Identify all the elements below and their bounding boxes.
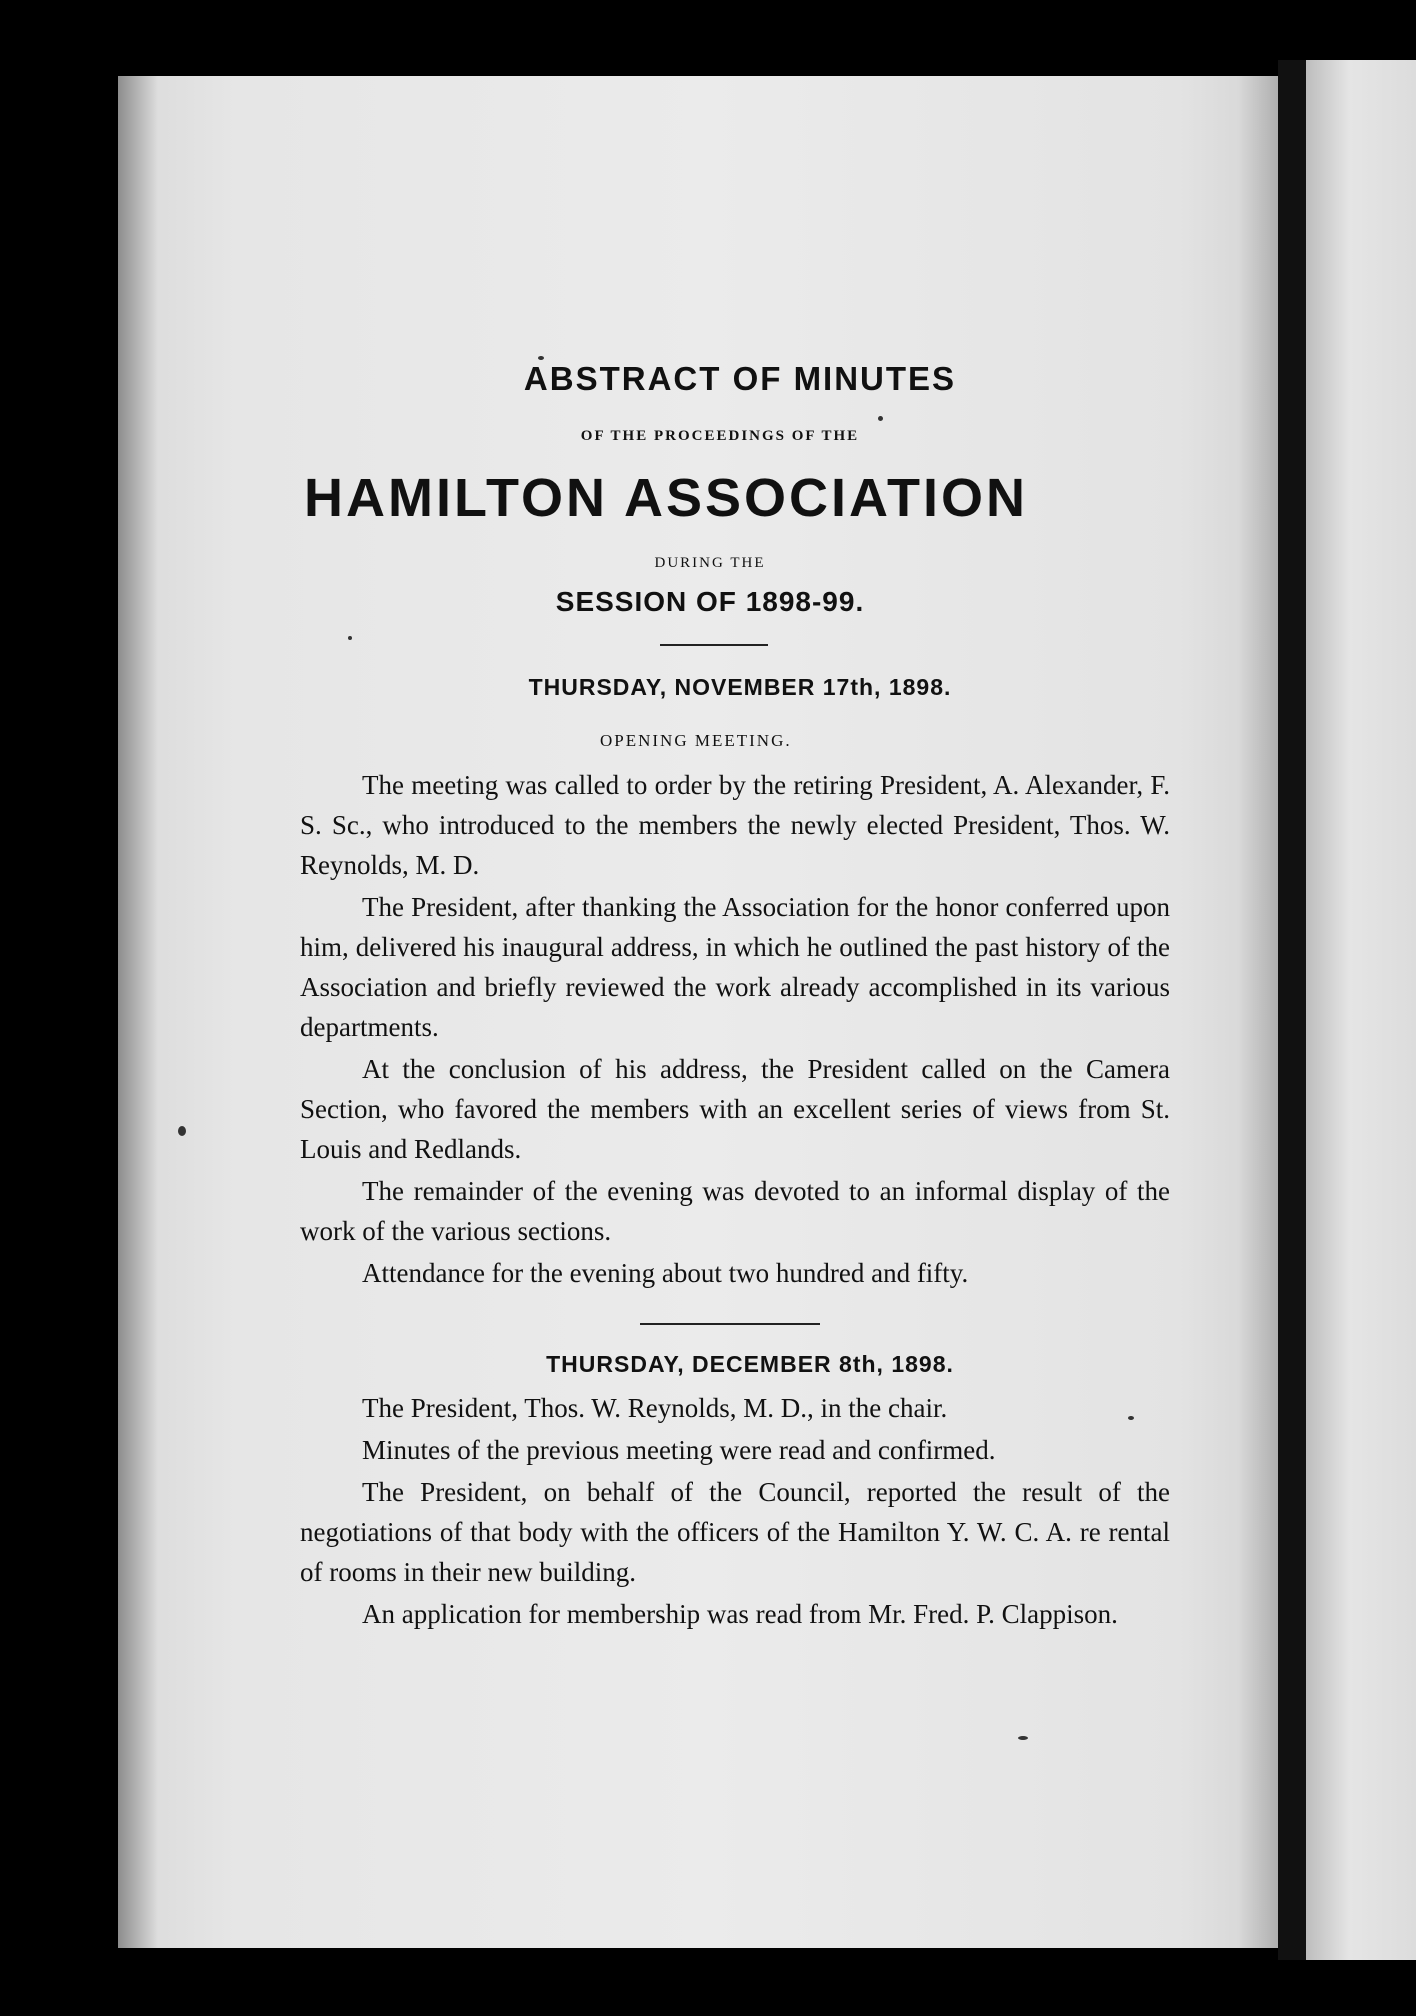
meeting-subtitle: OPENING MEETING.: [600, 731, 792, 750]
session-title: SESSION OF 1898-99.: [555, 586, 865, 617]
scan-speck: [178, 1126, 186, 1136]
header-during: DURING THE: [654, 555, 766, 571]
minutes-paragraph: An application for membership was read from Mr. Fred. P. Clappison.: [362, 1599, 1118, 1629]
header-subtitle: OF THE PROCEEDINGS OF THE: [580, 428, 860, 444]
minutes-paragraph: At the conclusion of his address, the President called on the Camera Section, who favored the members with an excellent series of views from St. Louis and Redlands.: [300, 1054, 1170, 1164]
minutes-paragraph: The remainder of the evening was devoted to an informal display of the work of the various sections.: [300, 1176, 1170, 1246]
minutes-paragraph: The President, on behalf of the Council, reported the result of the negotiations of that body with the officers of the Hamilton Y. W. C. A. re rental of rooms in their new building.: [300, 1477, 1170, 1587]
association-name: HAMILTON ASSOCIATION: [304, 468, 1028, 528]
minutes-paragraph: The meeting was called to order by the retiring President, A. Alexander, F. S. Sc., who introduced to the members the newly elected President, Thos. W. Reynolds, M. D.: [300, 770, 1170, 880]
scan-border: [0, 1976, 1416, 2016]
minutes-paragraph: Attendance for the evening about two hundred and fifty.: [362, 1258, 969, 1288]
meeting-date: THURSDAY, NOVEMBER 17th, 1898.: [528, 674, 952, 700]
divider: [640, 1323, 820, 1325]
page-edge-shadow: [118, 76, 158, 1948]
meeting-date: THURSDAY, DECEMBER 8th, 1898.: [546, 1351, 954, 1377]
scan-speck: [1018, 1736, 1028, 1740]
meeting-minutes: [300, 765, 1170, 1293]
header-title: ABSTRACT OF MINUTES: [523, 360, 957, 397]
page-content: [300, 360, 1170, 1634]
minutes-paragraph: Minutes of the previous meeting were read and confirmed.: [362, 1435, 996, 1465]
adjacent-page-edge: [1306, 60, 1416, 1960]
divider: [660, 644, 768, 646]
minutes-paragraph: The President, Thos. W. Reynolds, M. D., in the chair.: [362, 1393, 948, 1423]
meeting-minutes: [300, 1388, 1170, 1634]
book-gutter: [1278, 60, 1306, 1960]
minutes-paragraph: The President, after thanking the Association for the honor conferred upon him, delivered his inaugural address, in which he outlined the past history of the Association and briefly reviewed the work already accomplished in its various departments.: [300, 892, 1170, 1042]
